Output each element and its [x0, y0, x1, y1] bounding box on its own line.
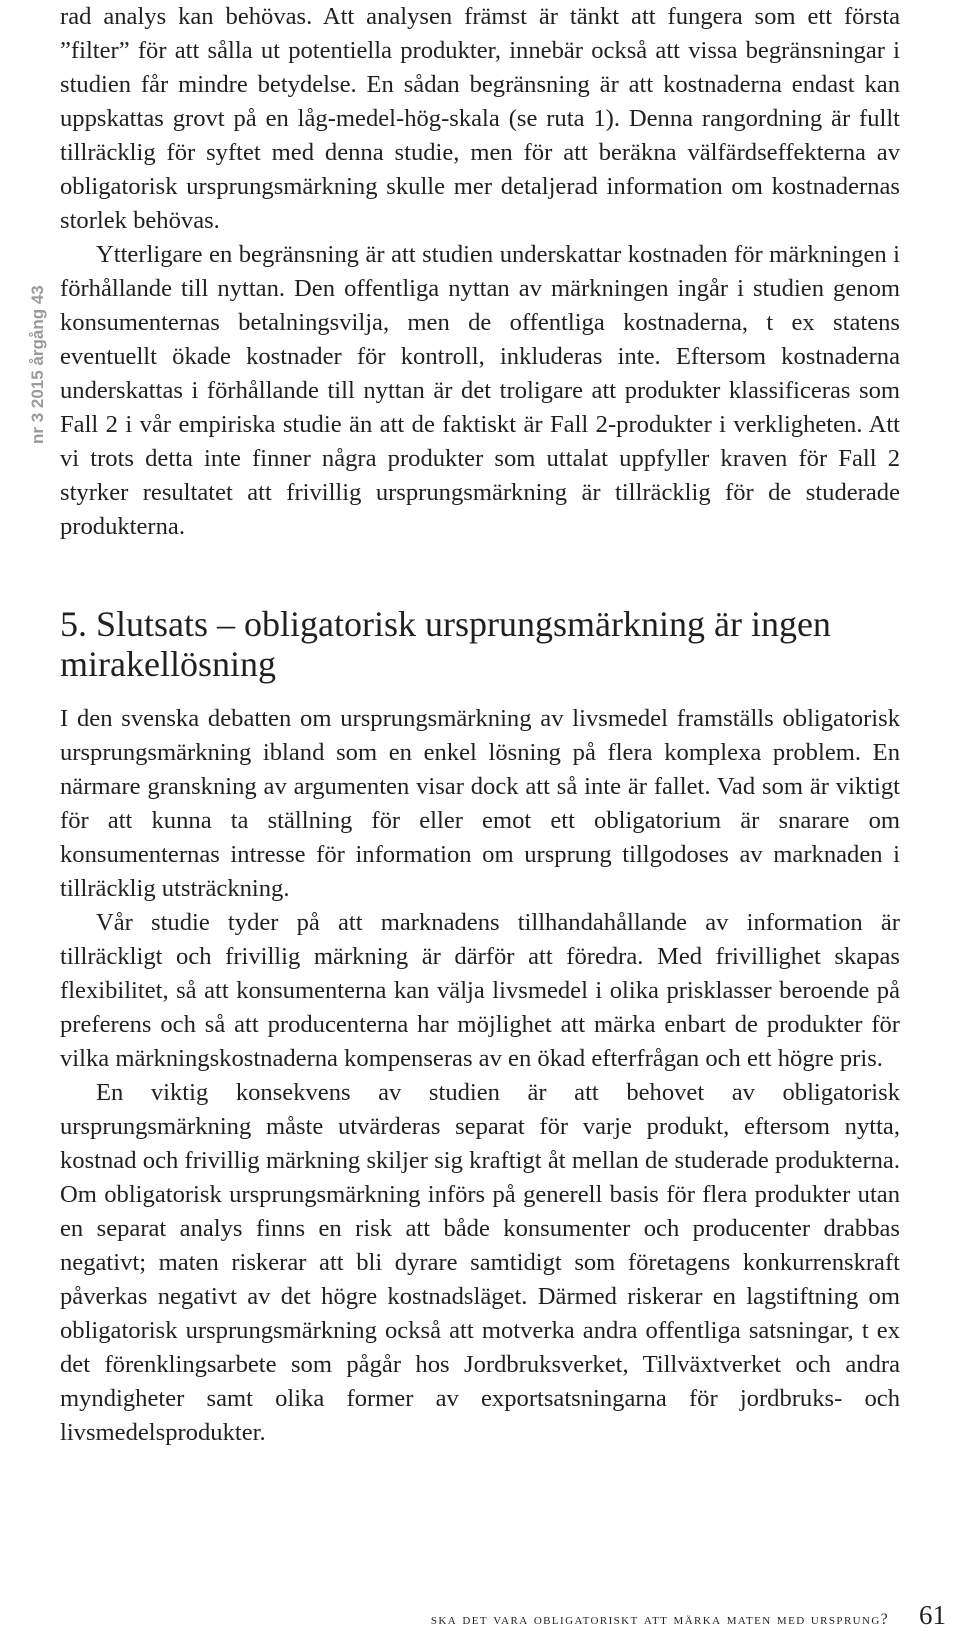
- paragraph: En viktig konsekvens av studien är att behovet av obligatorisk ursprungsmärkning måste utvärderas separat för varje produkt, eftersom nytta, kostnad och frivillig märkning skiljer sig kraftigt åt mellan de studerade produkterna. Om obligatorisk ursprungsmärkning införs på generell basis för flera produkter utan en separat analys finns en risk att både konsumenter och producenter drabbas negativt; maten riskerar att bli dyrare samtidigt som företagens konkurrenskraft påverkas negativt av det högre kostnadsläget. Därmed riskerar en lagstiftning om obligatorisk ursprungsmärkning också att motverka andra offentliga satsningar, t ex det förenklingsarbete som pågår hos Jordbruksverket, Tillväxtverket och andra myndigheter samt olika former av exportsatsningarna för jordbruks- och livsmedelsprodukter.: [60, 1079, 900, 1446]
- journal-issue-label: nr 3 2015 årgång 43: [28, 285, 47, 445]
- page-number: 61: [919, 1600, 946, 1630]
- page-footer: [431, 1600, 946, 1628]
- paragraph: I den svenska debatten om ursprungsmärkning av livsmedel framställs obligatorisk ursprungsmärkning ibland som en enkel lösning på flera komplexa problem. En närmare granskning av argumenten visar dock att så inte är fallet. Vad som är viktigt för att kunna ta ställning för eller emot ett obligatorium är snarare om konsumenternas intresse för information om ursprung tillgodoses av marknaden i tillräcklig utsträckning.: [60, 705, 900, 902]
- paragraph: Vår studie tyder på att marknadens tillhandahållande av information är tillräckligt och frivillig märkning är därför att föredra. Med frivillighet skapas flexibilitet, så att konsumenterna kan välja livsmedel i olika prisklasser beroende på preferens och så att producenterna har möjlighet att märka enbart de produkter för vilka märkningskostnaderna kompenseras av en ökad efterfrågan och ett högre pris.: [60, 909, 900, 1072]
- section-heading: 5. Slutsats – obligatorisk ursprungsmärkning är ingen mirakellösning: [60, 604, 831, 684]
- continued-text: [60, 0, 900, 544]
- running-title: ska det vara obligatoriskt att märka maten med ursprung?: [430, 1611, 889, 1628]
- paragraph: Ytterligare en begränsning är att studien underskattar kostnaden för märkningen i förhållande till nyttan. Den offentliga nyttan av märkningen ingår i studien genom konsumenternas betalningsvilja, men de offentliga kostnaderna, t ex statens eventuellt ökade kostnader för kontroll, inkluderas inte. Eftersom kostnaderna underskattas i förhållande till nyttan är det troligare att produkter klassificeras som Fall 2 i vår empiriska studie än att de faktiskt är Fall 2-produkter i verkligheten. Att vi trots detta inte finner några produkter som uttalat uppfyller kraven för Fall 2 styrker resultatet att frivillig ursprungsmärkning är tillräcklig för de studerade produkterna.: [60, 241, 900, 540]
- section-body: [60, 702, 900, 1450]
- paragraph: rad analys kan behövas. Att analysen främst är tänkt att fungera som ett första ”filter” för att sålla ut potentiella produkter, innebär också att vissa begränsningar i studien får mindre betydelse. En sådan begränsning är att kostnaderna endast kan uppskattas grovt på en låg-medel-hög-skala (se ruta 1). Denna rangordning är fullt tillräcklig för syftet med denna studie, men för att beräkna välfärdseffekterna av obligatorisk ursprungsmärkning skulle mer detaljerad information om kostnadernas storlek behövas.: [60, 3, 900, 234]
